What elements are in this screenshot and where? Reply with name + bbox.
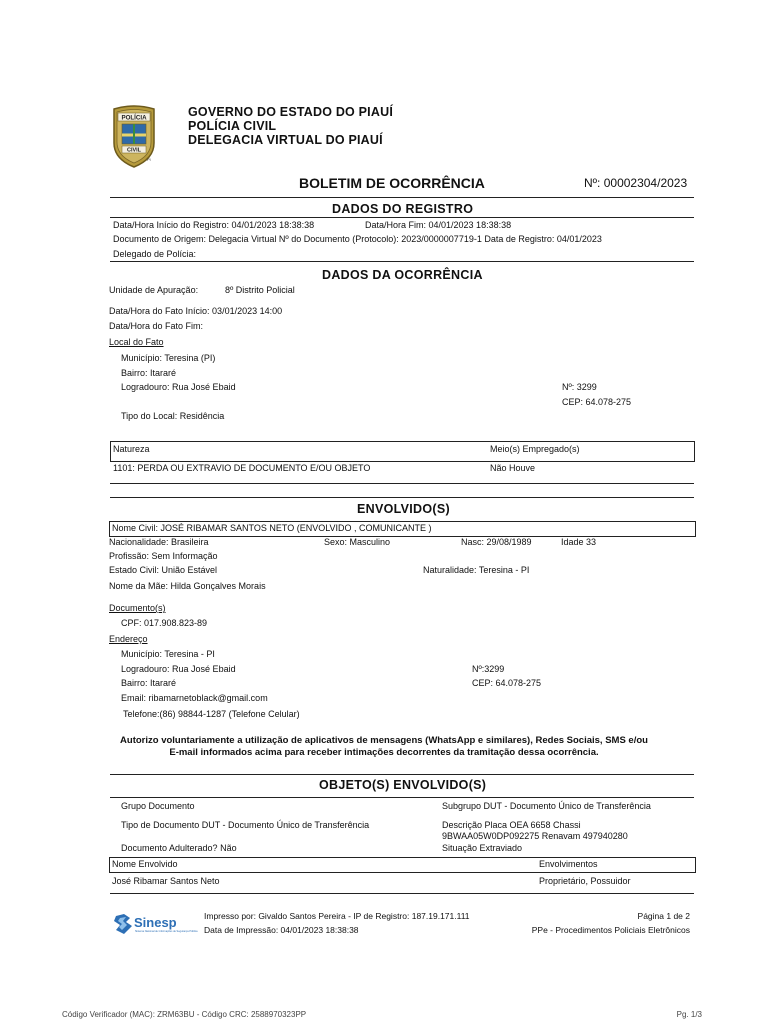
profissao: Profissão: Sem Informação xyxy=(109,551,218,561)
endereco-municipio: Município: Teresina - PI xyxy=(121,649,215,659)
nome-envolvido-value: José Ribamar Santos Neto xyxy=(112,876,220,886)
objeto-envolvido-header-box xyxy=(109,857,696,873)
document-number: Nº: 00002304/2023 xyxy=(584,176,688,190)
endereco-logradouro: Logradouro: Rua José Ebaid xyxy=(121,664,236,674)
impresso-por: Impresso por: Givaldo Santos Pereira - IP de Registro: 187.19.171.111 xyxy=(204,911,470,921)
section-title-ocorrencia: DADOS DA OCORRÊNCIA xyxy=(322,268,483,282)
divider xyxy=(110,774,694,775)
divider xyxy=(110,893,694,894)
fato-inicio: Data/Hora do Fato Início: 03/01/2023 14:00 xyxy=(109,306,283,316)
nacionalidade: Nacionalidade: Brasileira xyxy=(109,537,209,547)
envolvimentos-col-header: Envolvimentos xyxy=(539,859,598,869)
unidade-value: 8º Distrito Policial xyxy=(225,285,295,295)
nome-civil: Nome Civil: JOSÉ RIBAMAR SANTOS NETO (ENVOLVIDO , COMUNICANTE ) xyxy=(112,523,432,533)
local-municipio: Município: Teresina (PI) xyxy=(121,353,216,363)
endereco-bairro: Bairro: Itararé xyxy=(121,678,177,688)
header-line-2: POLÍCIA CIVIL xyxy=(188,119,277,133)
nascimento: Nasc: 29/08/1989 xyxy=(461,537,532,547)
objeto-subgrupo: Subgrupo DUT - Documento Único de Transferência xyxy=(442,801,651,811)
registro-inicio: Data/Hora Início do Registro: 04/01/2023 18:38:38 xyxy=(113,220,315,230)
local-numero: Nº: 3299 xyxy=(562,382,597,392)
unidade-label: Unidade de Apuração: xyxy=(109,285,199,295)
objeto-tipo: Tipo de Documento DUT - Documento Único de Transferência xyxy=(121,820,370,830)
divider xyxy=(110,797,694,798)
svg-text:PI: PI xyxy=(147,158,151,162)
natureza-value: 1101: PERDA OU EXTRAVIO DE DOCUMENTO E/OU OBJETO xyxy=(113,463,371,473)
autorizo-line-2: E-mail informados acima para receber intimações decorrentes da tramitação dessa ocorrência. xyxy=(169,747,599,758)
header-line-1: GOVERNO DO ESTADO DO PIAUÍ xyxy=(188,105,393,119)
natureza-header-box xyxy=(110,441,695,462)
local-cep: CEP: 64.078-275 xyxy=(562,397,632,407)
local-fato-title: Local do Fato xyxy=(109,337,164,347)
sinesp-logo xyxy=(112,912,198,940)
sinesp-logo-text: Sinesp xyxy=(134,915,177,930)
natureza-col-header: Natureza xyxy=(113,444,150,454)
meios-value: Não Houve xyxy=(490,463,536,473)
document-title: BOLETIM DE OCORRÊNCIA xyxy=(299,175,485,191)
nome-mae: Nome da Mãe: Hilda Gonçalves Morais xyxy=(109,581,266,591)
naturalidade: Naturalidade: Teresina - PI xyxy=(423,565,530,575)
idade: Idade 33 xyxy=(561,537,597,547)
objeto-grupo: Grupo Documento xyxy=(121,801,195,811)
svg-text:CIVIL: CIVIL xyxy=(126,147,142,154)
fato-fim: Data/Hora do Fato Fim: xyxy=(109,321,204,331)
telefone: Telefone:(86) 98844-1287 (Telefone Celular) xyxy=(123,709,300,719)
svg-text:POLÍCIA: POLÍCIA xyxy=(121,114,147,122)
objeto-adulterado: Documento Adulterado? Não xyxy=(121,843,237,853)
ppe-label: PPe - Procedimentos Policiais Eletrônicos xyxy=(531,925,690,935)
meios-col-header: Meio(s) Empregado(s) xyxy=(490,444,580,454)
page-count: Pg. 1/3 xyxy=(676,1010,702,1019)
registro-origem: Documento de Origem: Delegacia Virtual Nº do Documento (Protocolo): 2023/0000007719-1 Data de Registro: 04/01/2023 xyxy=(113,234,602,244)
endereco-numero: Nº:3299 xyxy=(472,664,505,674)
divider xyxy=(110,483,694,484)
cpf: CPF: 017.908.823-89 xyxy=(121,618,208,628)
sinesp-logo-subtitle: Sistema Nacional de Informações de Segurança Pública xyxy=(135,930,198,933)
pagina-label: Página 1 de 2 xyxy=(637,911,690,921)
policia-civil-seal xyxy=(108,105,160,169)
section-title-objetos: OBJETO(S) ENVOLVIDO(S) xyxy=(319,778,487,792)
objeto-situacao: Situação Extraviado xyxy=(442,843,523,853)
objeto-descricao-1: Descrição Placa OEA 6658 Chassi xyxy=(442,820,581,830)
endereco-cep: CEP: 64.078-275 xyxy=(472,678,542,688)
local-bairro: Bairro: Itararé xyxy=(121,368,177,378)
autorizo-line-1: Autorizo voluntariamente a utilização de aplicativos de mensagens (WhatsApp e similares), Redes Sociais, SMS e/ou xyxy=(120,735,648,746)
tipo-local: Tipo do Local: Residência xyxy=(121,411,225,421)
section-title-envolvidos: ENVOLVIDO(S) xyxy=(357,502,450,516)
registro-fim: Data/Hora Fim: 04/01/2023 18:38:38 xyxy=(365,220,512,230)
data-impressao: Data de Impressão: 04/01/2023 18:38:38 xyxy=(204,925,359,935)
header-line-3: DELEGACIA VIRTUAL DO PIAUÍ xyxy=(188,133,383,147)
divider xyxy=(110,261,694,262)
email: Email: ribamarnetoblack@gmail.com xyxy=(121,693,268,703)
envolvimentos-value: Proprietário, Possuidor xyxy=(539,876,631,886)
divider xyxy=(110,497,694,498)
documentos-title: Documento(s) xyxy=(109,603,166,613)
registro-delegado: Delegado de Polícia: xyxy=(113,249,197,259)
local-logradouro: Logradouro: Rua José Ebaid xyxy=(121,382,236,392)
objeto-descricao-2: 9BWAA05W0DP092275 Renavam 497940280 xyxy=(442,831,628,841)
nome-envolvido-col-header: Nome Envolvido xyxy=(112,859,178,869)
sexo: Sexo: Masculino xyxy=(324,537,391,547)
divider xyxy=(110,197,694,198)
estado-civil: Estado Civil: União Estável xyxy=(109,565,218,575)
endereco-title: Endereço xyxy=(109,634,148,644)
sinesp-emblem-icon xyxy=(112,912,134,936)
divider xyxy=(110,217,694,218)
section-title-registro: DADOS DO REGISTRO xyxy=(332,202,474,216)
codigo-verificador: Código Verificador (MAC): ZRM63BU - Código CRC: 2588970323PP xyxy=(62,1010,307,1019)
